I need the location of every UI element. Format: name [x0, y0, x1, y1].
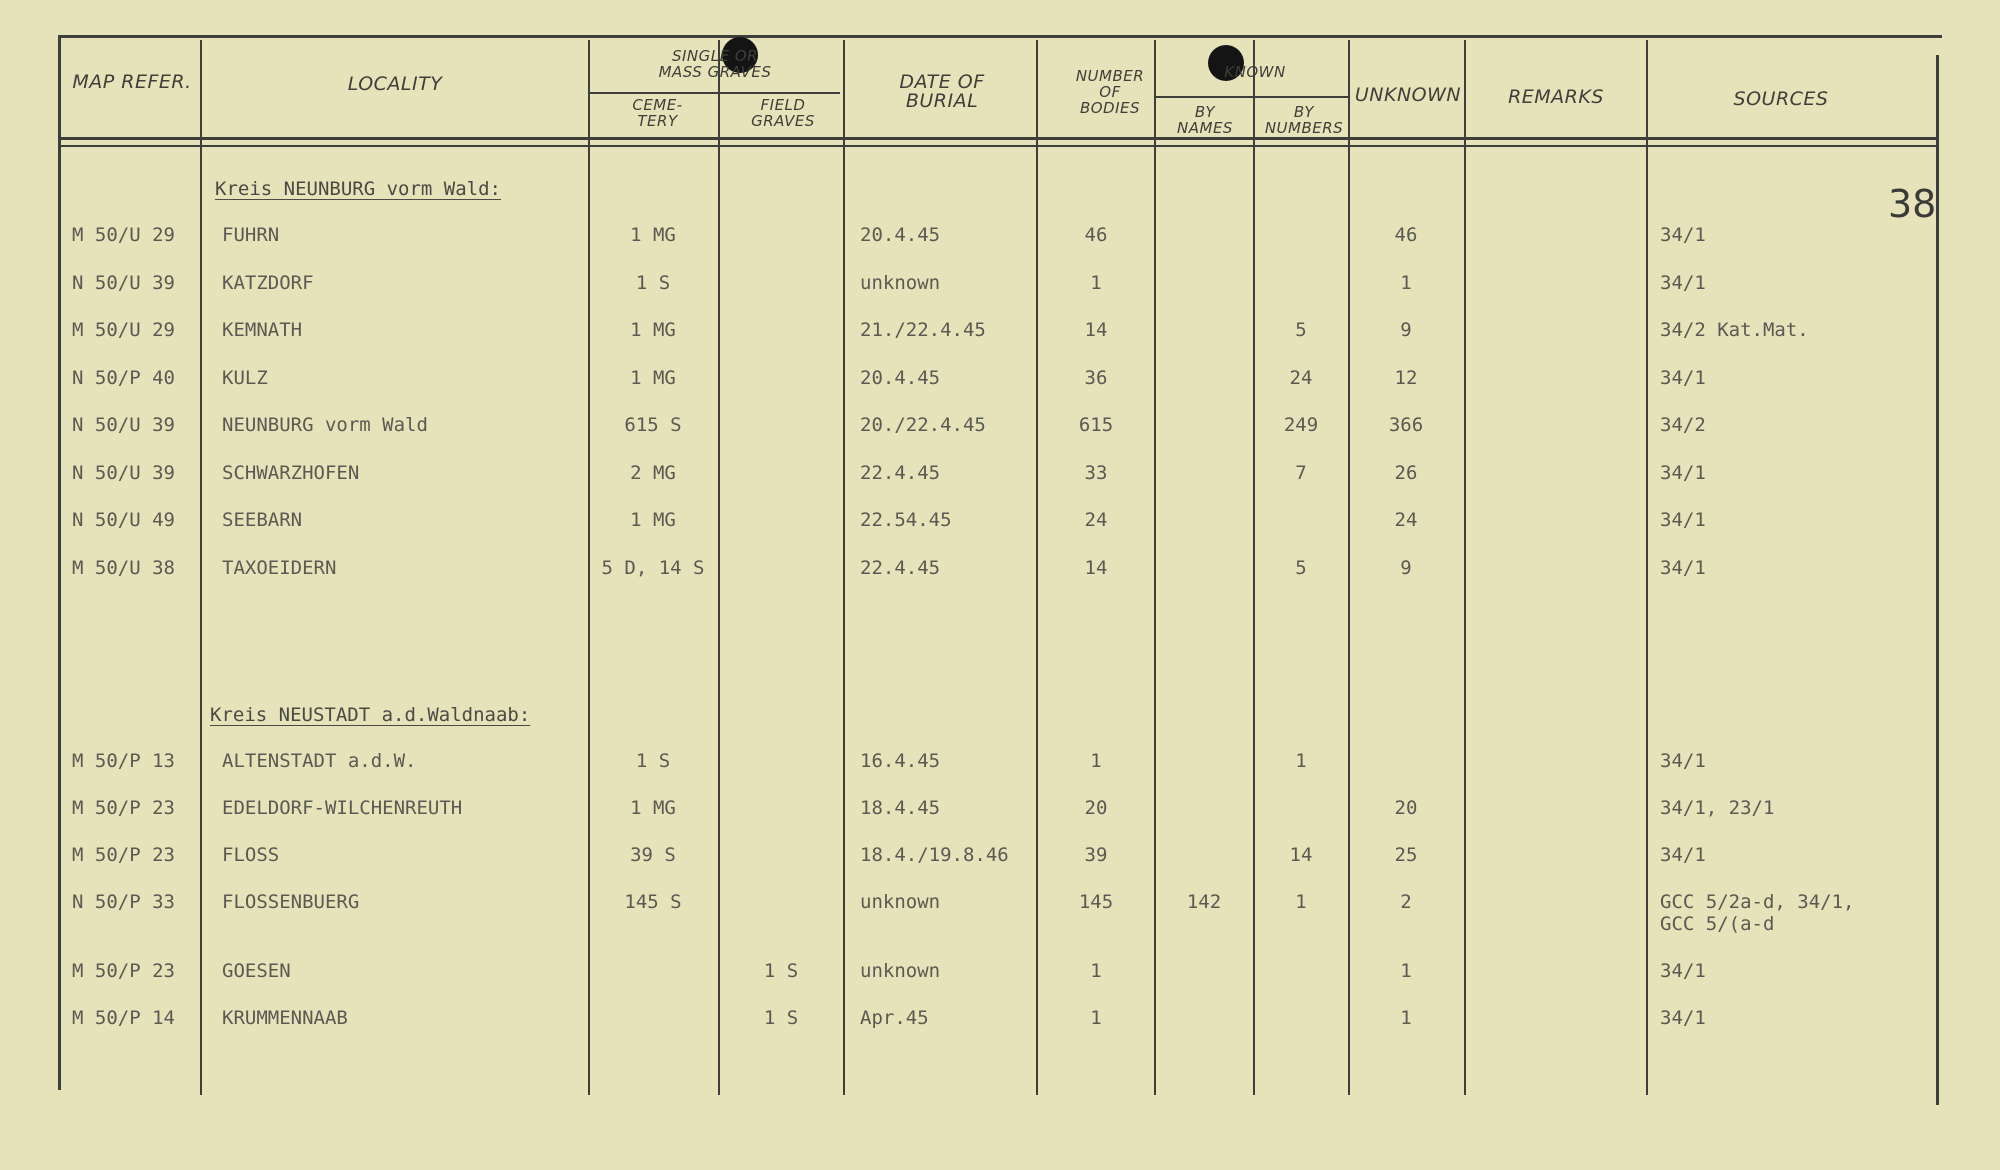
- header-date-of-burial: DATE OF BURIAL: [899, 71, 985, 112]
- cell-bodies: 1: [1090, 750, 1102, 772]
- cell-sources: 34/1: [1660, 750, 1706, 772]
- cell-date: unknown: [860, 960, 941, 982]
- cell-sources: 34/2: [1660, 414, 1706, 436]
- cell-cemetery: 1 S: [635, 271, 671, 294]
- cell-map-ref: M 50/U 38: [72, 556, 175, 579]
- cell-field: 1 S: [763, 960, 799, 982]
- cell-date: 16.4.45: [860, 750, 941, 772]
- cell-date: 22.54.45: [860, 509, 952, 531]
- cell-bodies: 1: [1090, 271, 1102, 294]
- cell-cemetery: 2 MG: [630, 461, 676, 484]
- header-field-graves: FIELD GRAVES: [751, 96, 815, 130]
- cell-cemetery: 1 MG: [630, 509, 676, 531]
- ruling-line: [1936, 55, 1939, 1105]
- ruling-line: [718, 40, 720, 1095]
- page-number: 38: [1888, 182, 1937, 226]
- cell-map-ref: N 50/U 39: [72, 271, 175, 294]
- cell-unknown: 26: [1394, 461, 1418, 484]
- cell-map-ref: N 50/U 39: [72, 461, 175, 484]
- cell-sources: 34/1: [1660, 844, 1706, 866]
- cell-map-ref: M 50/P 23: [72, 844, 175, 866]
- cell-locality: ALTENSTADT a.d.W.: [222, 750, 417, 772]
- cell-locality: SEEBARN: [222, 509, 303, 531]
- cell-date: 18.4./19.8.46: [860, 844, 1009, 866]
- cell-locality: KATZDORF: [222, 271, 314, 294]
- ruling-line: [1154, 40, 1156, 1095]
- cell-locality: KULZ: [222, 366, 268, 389]
- cell-cemetery: 145 S: [624, 891, 682, 913]
- cell-by-numbers: 249: [1283, 414, 1319, 436]
- cell-locality: NEUNBURG vorm Wald: [222, 414, 428, 436]
- cell-field: 1 S: [763, 1007, 799, 1029]
- cell-map-ref: M 50/P 13: [72, 750, 175, 772]
- cell-locality: KRUMMENNAAB: [222, 1007, 348, 1029]
- cell-cemetery: 1 MG: [630, 797, 676, 819]
- cell-unknown: 12: [1394, 366, 1418, 389]
- cell-date: unknown: [860, 891, 941, 913]
- cell-unknown: 1: [1400, 271, 1412, 294]
- ruling-line: [1036, 40, 1038, 1095]
- cell-sources: 34/1: [1660, 271, 1706, 294]
- ruling-line: [1348, 40, 1350, 1095]
- cell-bodies: 14: [1084, 556, 1108, 579]
- cell-sources: 34/1: [1660, 366, 1706, 389]
- cell-bodies: 145: [1078, 891, 1114, 913]
- cell-unknown: 366: [1388, 414, 1424, 436]
- cell-map-ref: M 50/P 23: [72, 797, 175, 819]
- cell-cemetery: 39 S: [630, 844, 676, 866]
- cell-cemetery: 1 MG: [630, 366, 676, 389]
- cell-locality: FLOSS: [222, 844, 280, 866]
- cell-unknown: 46: [1394, 224, 1418, 246]
- cell-locality: EDELDORF-WILCHENREUTH: [222, 797, 463, 819]
- cell-unknown: 9: [1400, 319, 1412, 341]
- cell-unknown: 24: [1394, 509, 1418, 531]
- cell-map-ref: N 50/P 40: [72, 366, 175, 389]
- cell-by-numbers: 1: [1295, 891, 1307, 913]
- cell-date: 21./22.4.45: [860, 319, 986, 341]
- cell-cemetery: 1 MG: [630, 319, 676, 341]
- cell-bodies: 14: [1084, 319, 1108, 341]
- ruling-line: [843, 40, 845, 1095]
- header-locality: LOCALITY: [347, 73, 443, 95]
- cell-date: Apr.45: [860, 1007, 929, 1029]
- header-known: KNOWN: [1224, 63, 1286, 81]
- cell-bodies: 20: [1084, 797, 1108, 819]
- ruling-line: [200, 40, 202, 1095]
- cell-unknown: 25: [1394, 844, 1418, 866]
- header-sources: SOURCES: [1733, 88, 1829, 110]
- header-single-or-mass-graves: SINGLE OR MASS GRAVES: [658, 47, 772, 81]
- cell-unknown: 1: [1400, 1007, 1412, 1029]
- cell-locality: FLOSSENBUERG: [222, 891, 360, 913]
- ruling-line: [60, 35, 1942, 38]
- cell-by-numbers: 5: [1295, 319, 1307, 341]
- cell-map-ref: N 50/P 33: [72, 891, 175, 913]
- cell-date: 20.4.45: [860, 224, 941, 246]
- cell-by-numbers: 14: [1289, 844, 1313, 866]
- cell-sources: 34/1: [1660, 509, 1706, 531]
- cell-cemetery: 1 S: [635, 750, 671, 772]
- cell-by-numbers: 1: [1295, 750, 1307, 772]
- cell-by-names: 142: [1186, 891, 1222, 913]
- cell-by-numbers: 24: [1289, 366, 1313, 389]
- cell-sources: 34/1, 23/1: [1660, 797, 1775, 819]
- cell-locality: KEMNATH: [222, 319, 303, 341]
- ruling-line: [58, 137, 1938, 140]
- ruling-line: [590, 92, 840, 94]
- cell-cemetery: 1 MG: [630, 224, 676, 246]
- cell-sources: 34/1: [1660, 461, 1706, 484]
- section-title: Kreis NEUSTADT a.d.Waldnaab:: [210, 704, 531, 726]
- header-remarks: REMARKS: [1508, 86, 1604, 108]
- cell-by-numbers: 5: [1295, 556, 1307, 579]
- cell-sources: 34/2 Kat.Mat.: [1660, 319, 1809, 341]
- cell-map-ref: M 50/P 23: [72, 960, 175, 982]
- cell-cemetery: 615 S: [624, 414, 682, 436]
- cell-date: 22.4.45: [860, 461, 941, 484]
- cell-sources: 34/1: [1660, 556, 1706, 579]
- header-map-refer: MAP REFER.: [72, 71, 192, 93]
- cell-bodies: 1: [1090, 960, 1102, 982]
- cell-date: 22.4.45: [860, 556, 941, 579]
- cell-locality: FUHRN: [222, 224, 280, 246]
- ruling-line: [1646, 40, 1648, 1095]
- cell-sources: 34/1: [1660, 960, 1706, 982]
- cell-bodies: 33: [1084, 461, 1108, 484]
- ruling-line: [58, 35, 61, 1090]
- cell-sources: 34/1: [1660, 224, 1706, 246]
- cell-map-ref: M 50/P 14: [72, 1007, 175, 1029]
- ruling-line: [1464, 40, 1466, 1095]
- cell-bodies: 615: [1078, 414, 1114, 436]
- cell-date: 20./22.4.45: [860, 414, 986, 436]
- cell-bodies: 46: [1084, 224, 1108, 246]
- header-by-names: BY NAMES: [1177, 103, 1233, 137]
- cell-sources: 34/1: [1660, 1007, 1706, 1029]
- header-number-of-bodies: NUMBER OF BODIES: [1075, 67, 1145, 117]
- ruling-line: [588, 40, 590, 1095]
- cell-date: unknown: [860, 271, 941, 294]
- cell-unknown: 1: [1400, 960, 1412, 982]
- header-cemetery: CEME- TERY: [632, 96, 683, 130]
- cell-date: 20.4.45: [860, 366, 941, 389]
- cell-bodies: 1: [1090, 1007, 1102, 1029]
- cell-unknown: 20: [1394, 797, 1418, 819]
- cell-unknown: 9: [1400, 556, 1412, 579]
- cell-map-ref: N 50/U 49: [72, 509, 175, 531]
- header-by-numbers: BY NUMBERS: [1264, 103, 1344, 137]
- cell-locality: SCHWARZHOFEN: [222, 461, 360, 484]
- cell-bodies: 39: [1084, 844, 1108, 866]
- cell-unknown: 2: [1400, 891, 1412, 913]
- cell-cemetery: 5 D, 14 S: [601, 556, 705, 579]
- cell-map-ref: M 50/U 29: [72, 224, 175, 246]
- cell-locality: GOESEN: [222, 960, 291, 982]
- cell-map-ref: N 50/U 39: [72, 414, 175, 436]
- section-title: Kreis NEUNBURG vorm Wald:: [215, 178, 501, 200]
- ruling-line: [58, 145, 1938, 147]
- cell-bodies: 24: [1084, 509, 1108, 531]
- cell-bodies: 36: [1084, 366, 1108, 389]
- cell-map-ref: M 50/U 29: [72, 319, 175, 341]
- cell-sources: GCC 5/2a-d, 34/1, GCC 5/(a-d: [1660, 891, 1855, 935]
- ruling-line: [1253, 40, 1255, 1095]
- cell-date: 18.4.45: [860, 797, 941, 819]
- header-unknown: UNKNOWN: [1354, 84, 1462, 106]
- cell-locality: TAXOEIDERN: [222, 556, 337, 579]
- cell-by-numbers: 7: [1295, 461, 1307, 484]
